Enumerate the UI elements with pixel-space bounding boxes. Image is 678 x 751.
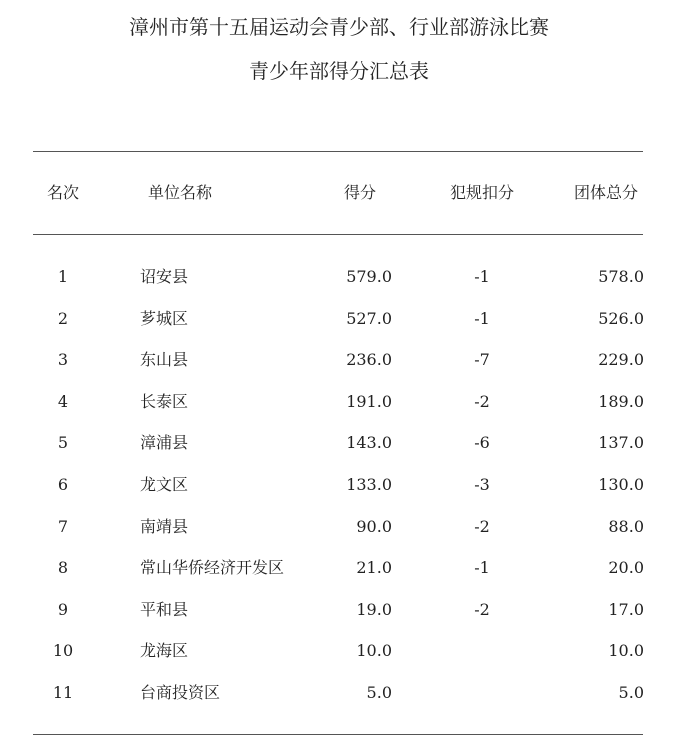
row-total: 578.0 bbox=[598, 267, 644, 286]
header-rank: 名次 bbox=[46, 183, 79, 202]
table-top-rule bbox=[33, 151, 643, 152]
row-total: 130.0 bbox=[598, 475, 644, 494]
row-unit: 漳浦县 bbox=[140, 433, 189, 452]
document-title: 漳州市第十五届运动会青少部、行业部游泳比赛 bbox=[129, 15, 549, 39]
row-score: 19.0 bbox=[356, 600, 392, 619]
row-unit: 龙海区 bbox=[140, 641, 189, 660]
row-rank: 2 bbox=[57, 309, 69, 328]
row-unit: 龙文区 bbox=[140, 475, 189, 494]
row-penalty: -2 bbox=[474, 517, 490, 536]
row-penalty: -1 bbox=[474, 558, 490, 577]
row-penalty: -7 bbox=[474, 350, 490, 369]
row-score: 5.0 bbox=[366, 683, 392, 702]
document-subtitle: 青少年部得分汇总表 bbox=[249, 59, 429, 83]
row-rank: 3 bbox=[57, 350, 69, 369]
row-unit: 常山华侨经济开发区 bbox=[140, 558, 285, 577]
row-penalty: -6 bbox=[474, 433, 490, 452]
row-total: 137.0 bbox=[598, 433, 644, 452]
row-total: 20.0 bbox=[608, 558, 644, 577]
row-total: 5.0 bbox=[618, 683, 644, 702]
row-rank: 4 bbox=[57, 392, 69, 411]
row-rank: 9 bbox=[57, 600, 69, 619]
header-total: 团体总分 bbox=[573, 183, 638, 202]
row-score: 527.0 bbox=[346, 309, 392, 328]
row-rank: 7 bbox=[57, 517, 69, 536]
row-rank: 6 bbox=[57, 475, 69, 494]
row-penalty: -2 bbox=[474, 392, 490, 411]
row-unit: 诏安县 bbox=[140, 267, 189, 286]
header-bottom-rule bbox=[33, 234, 643, 235]
row-score: 10.0 bbox=[356, 641, 392, 660]
row-penalty: -3 bbox=[474, 475, 490, 494]
row-rank: 1 bbox=[57, 267, 69, 286]
row-score: 133.0 bbox=[346, 475, 392, 494]
row-unit: 芗城区 bbox=[140, 309, 189, 328]
row-total: 88.0 bbox=[608, 517, 644, 536]
row-total: 229.0 bbox=[598, 350, 644, 369]
row-total: 17.0 bbox=[608, 600, 644, 619]
row-rank: 5 bbox=[57, 433, 69, 452]
table-bottom-rule bbox=[33, 734, 643, 735]
row-unit: 台商投资区 bbox=[140, 683, 221, 702]
row-score: 21.0 bbox=[356, 558, 392, 577]
row-penalty: -1 bbox=[474, 267, 490, 286]
row-total: 189.0 bbox=[598, 392, 644, 411]
row-total: 10.0 bbox=[608, 641, 644, 660]
row-unit: 平和县 bbox=[140, 600, 189, 619]
row-total: 526.0 bbox=[598, 309, 644, 328]
row-penalty: -2 bbox=[474, 600, 490, 619]
row-rank: 11 bbox=[52, 683, 74, 702]
row-score: 579.0 bbox=[346, 267, 392, 286]
header-score: 得分 bbox=[343, 183, 376, 202]
header-penalty: 犯规扣分 bbox=[449, 183, 514, 202]
row-unit: 东山县 bbox=[140, 350, 189, 369]
row-score: 236.0 bbox=[346, 350, 392, 369]
row-rank: 10 bbox=[52, 641, 74, 660]
row-score: 90.0 bbox=[356, 517, 392, 536]
row-penalty: -1 bbox=[474, 309, 490, 328]
row-unit: 南靖县 bbox=[140, 517, 189, 536]
row-score: 143.0 bbox=[346, 433, 392, 452]
row-rank: 8 bbox=[57, 558, 69, 577]
row-unit: 长泰区 bbox=[140, 392, 189, 411]
row-score: 191.0 bbox=[346, 392, 392, 411]
header-unit: 单位名称 bbox=[148, 183, 213, 202]
